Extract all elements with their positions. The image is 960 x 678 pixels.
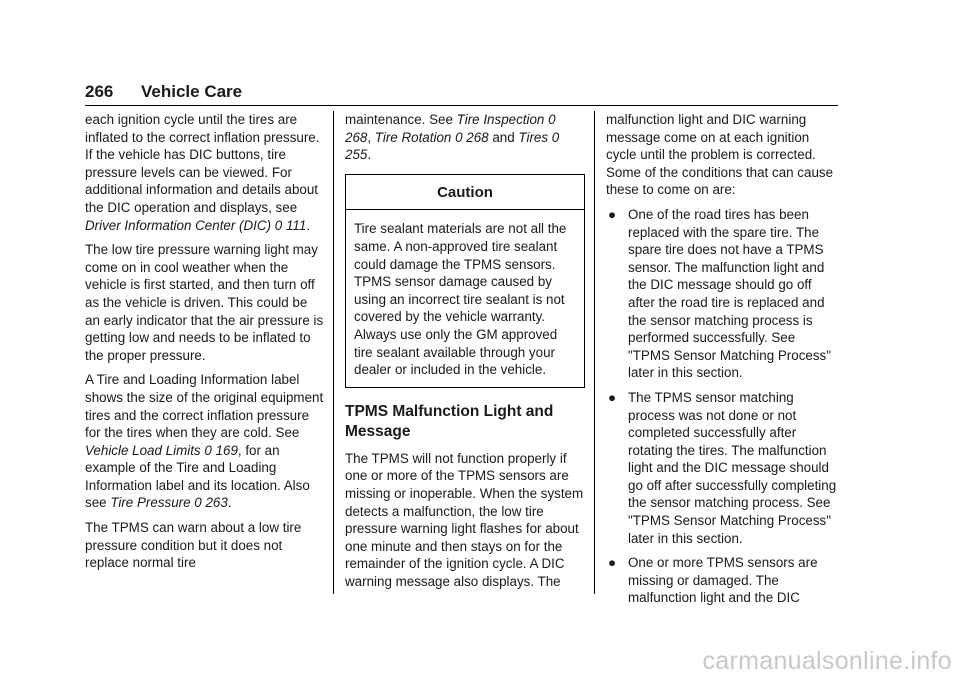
paragraph-text: each ignition cycle until the tires are inflated to the correct inflation pressure. If the vehicle has DIC buttons, tire pressure levels can be viewed. For additional information and details about the DIC operation and displays, see bbox=[85, 112, 320, 215]
column-divider bbox=[594, 111, 595, 594]
page-ref-arrow-icon: 0 bbox=[548, 112, 556, 127]
page-ref-arrow-icon: 0 bbox=[274, 217, 283, 233]
page-ref-arrow-icon: 0 bbox=[194, 495, 202, 511]
paragraph bbox=[85, 371, 325, 512]
paragraph: malfunction light and DIC warning message come on at each ignition cycle until the problem is corrected. Some of the conditions that can cause these to come on are: bbox=[606, 112, 834, 198]
bullet-text: One or more TPMS sensors are missing or damaged. The malfunction light and the DIC bbox=[628, 555, 818, 606]
paragraph-text: A Tire and Loading Information label shows the size of the original equipment tires and the correct inflation pressure for the tires when they are cold. See bbox=[85, 372, 324, 441]
paragraph: The TPMS can warn about a low tire pressure condition but it does not replace normal tire bbox=[85, 520, 302, 571]
page-ref-arrow-icon: 0 bbox=[455, 129, 463, 145]
watermark: carmanualsonline.info bbox=[702, 647, 952, 675]
page-header bbox=[85, 82, 838, 104]
page-ref-arrow-icon: 0 bbox=[204, 442, 212, 458]
reference-title: Tires bbox=[518, 129, 549, 145]
bullet-icon: ● bbox=[608, 389, 617, 405]
reference-title: Tire Pressure bbox=[110, 495, 191, 511]
reference-page: 169 bbox=[215, 442, 238, 458]
paragraph: The low tire pressure warning light may come on in cool weather when the vehicle is first started, and then turn off as the vehicle is driven. This could be an early indicator that the air pressure is getting low and needs to be inflated to the proper pressure. bbox=[85, 242, 324, 363]
reference-title: Tire Rotation bbox=[374, 129, 452, 145]
caution-box bbox=[345, 174, 585, 388]
punctuation: . bbox=[227, 495, 232, 511]
bullet-item bbox=[606, 206, 840, 382]
reference-page: 255 bbox=[345, 147, 368, 163]
reference-title: Vehicle Load Limits bbox=[85, 442, 201, 458]
reference-page: 268 bbox=[345, 129, 368, 145]
paragraph-text: , for an example of the Tire and Loading Information label and its location. Also see bbox=[85, 442, 310, 511]
paragraph bbox=[345, 111, 585, 164]
bullet-item bbox=[606, 389, 840, 547]
cross-reference-link[interactable] bbox=[85, 218, 306, 233]
bullet-icon: ● bbox=[608, 555, 617, 571]
reference-page: 111 bbox=[285, 217, 307, 233]
page-number: 266 bbox=[85, 82, 114, 101]
caution-title: Caution bbox=[346, 175, 584, 211]
cross-reference-link[interactable] bbox=[85, 443, 238, 458]
reference-title: Driver Information Center (DIC) bbox=[85, 217, 272, 233]
bullet-text: One of the road tires has been replaced with the spare tire. The spare tire does not have a TPMS sensor. The malfunction light and the DIC message should go off after the road tire is replaced and the sensor matching process is performed successfully. See "TPMS Sensor Matching Process" later in this section. bbox=[628, 206, 831, 381]
caution-text: Tire sealant materials are not all the same. A non-approved tire sealant could damage the TPMS sensors. TPMS sensor damage caused by using an incorrect tire sealant is not covered by the vehicle warranty. Always use only the GM approved tire sealant available through your dealer or included in the vehicle. bbox=[354, 221, 567, 378]
column-2 bbox=[345, 111, 585, 597]
column-1 bbox=[85, 111, 325, 579]
paragraph-text: maintenance. See bbox=[345, 112, 457, 127]
section-title: Vehicle Care bbox=[141, 82, 243, 101]
paragraph-text: and bbox=[488, 129, 519, 145]
column-3 bbox=[606, 111, 840, 614]
punctuation: . bbox=[306, 217, 311, 233]
reference-page: 263 bbox=[205, 495, 228, 511]
reference-title: Tire Inspection bbox=[456, 112, 545, 127]
subsection-heading: TPMS Malfunction Light and Message bbox=[345, 402, 554, 440]
header-rule bbox=[85, 105, 838, 106]
bullet-text: The TPMS sensor matching process was not done or not completed successfully after rotating the tires. The malfunction light and the DIC message should go off after successfully completing the sensor matching process. See "TPMS Sensor Matching Process" later in this section. bbox=[628, 389, 837, 546]
paragraph bbox=[85, 111, 325, 234]
cross-reference-link[interactable] bbox=[375, 130, 489, 145]
bullet-icon: ● bbox=[608, 206, 617, 222]
column-divider bbox=[333, 111, 334, 594]
punctuation: , bbox=[367, 129, 375, 145]
reference-page: 268 bbox=[466, 129, 489, 145]
page-ref-arrow-icon: 0 bbox=[551, 129, 560, 145]
cross-reference-link[interactable] bbox=[110, 495, 228, 510]
paragraph: The TPMS will not function properly if one or more of the TPMS sensors are missing or inoperable. When the system detects a malfunction, the low tire pressure warning light flashes for about one minute and then stays on for the remainder of the ignition cycle. A DIC warning message also displays. The bbox=[345, 450, 584, 589]
bullet-item bbox=[606, 554, 840, 607]
punctuation: . bbox=[367, 147, 372, 163]
